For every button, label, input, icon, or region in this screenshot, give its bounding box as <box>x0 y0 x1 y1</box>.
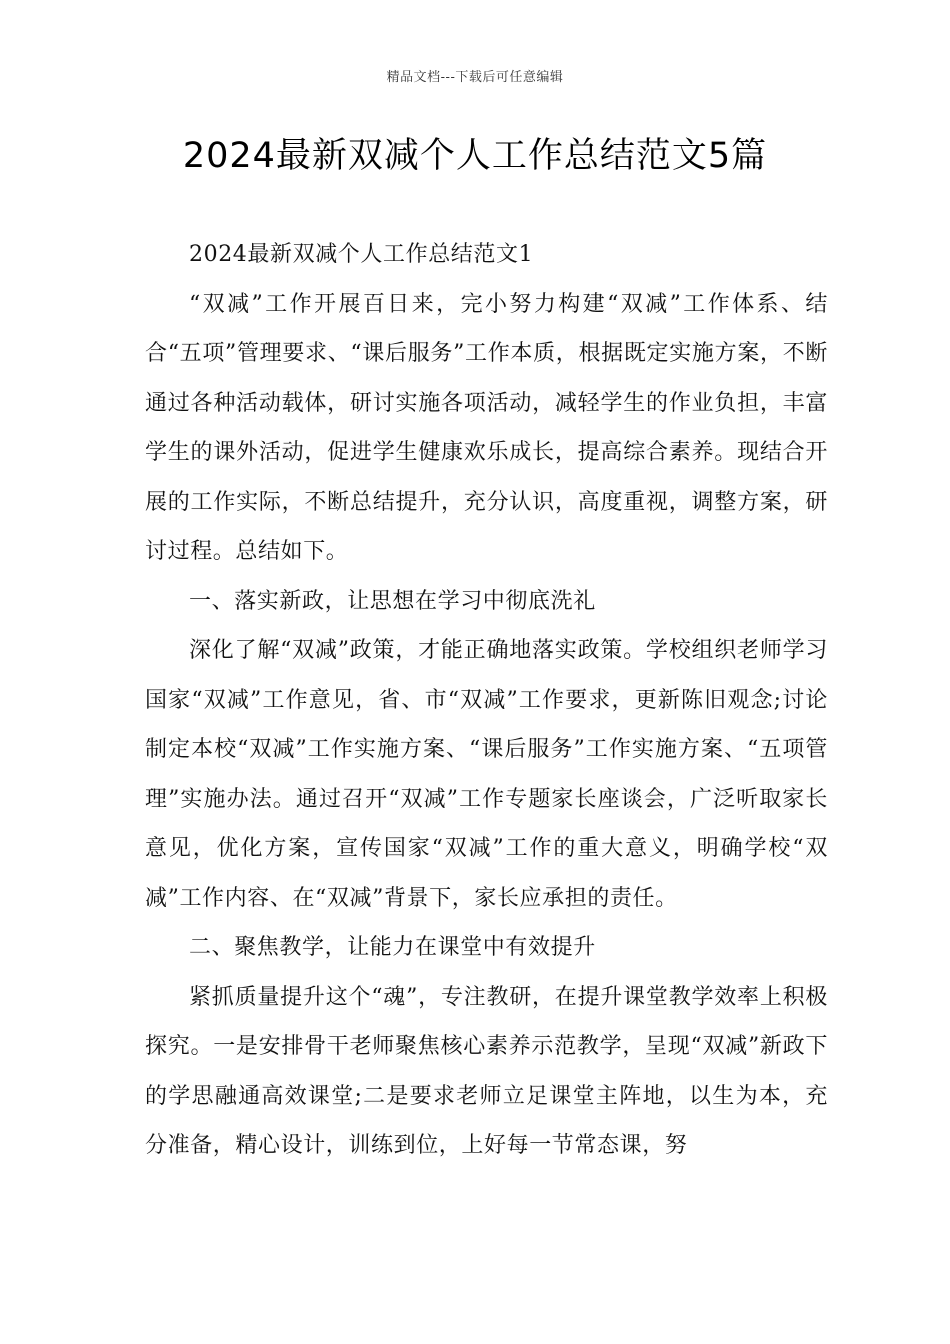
section-subtitle: 2024最新双减个人工作总结范文1 <box>189 242 534 267</box>
document-title: 2024最新双减个人工作总结范文5篇 <box>182 136 768 176</box>
intro-paragraph: “双减”工作开展百日来，完小努力构建“双减”工作体系、结合“五项”管理要求、“课后服务”工作本质，根据既定实施方案，不断通过各种活动载体，研讨实施各项活动，减轻学生的作业负担，丰富学生的课外活动，促进学生健康欢乐成长，提高综合素养。现结合开展的工作实际，不断总结提升，充分认识，高度重视，调整方案，研讨过程。总结如下。 <box>145 291 828 564</box>
section-heading-1: 一、落实新政，让思想在学习中彻底洗礼 <box>189 588 596 614</box>
header-note: 精品文档---下载后可任意编辑 <box>386 70 564 85</box>
section-1-paragraph: 深化了解“双减”政策，才能正确地落实政策。学校组织老师学习国家“双减”工作意见，省、市“双减”工作要求，更新陈旧观念;讨论制定本校“双减”工作实施方案、“课后服务”工作实施方案、“五项管理”实施办法。通过召开“双减”工作专题家长座谈会，广泛听取家长意见，优化方案，宣传国家“双减”工作的重大意义，明确学校“双减”工作内容、在“双减”背景下，家长应承担的责任。 <box>145 638 828 911</box>
section-2-paragraph: 紧抓质量提升这个“魂”，专注教研，在提升课堂教学效率上积极探究。一是安排骨干老师聚焦核心素养示范教学，呈现“双减”新政下的学思融通高效课堂;二是要求老师立足课堂主阵地，以生为本，充分准备，精心设计，训练到位，上好每一节常态课，努 <box>145 984 828 1158</box>
section-heading-2: 二、聚焦教学，让能力在课堂中有效提升 <box>189 935 596 960</box>
document-body <box>145 230 828 1171</box>
